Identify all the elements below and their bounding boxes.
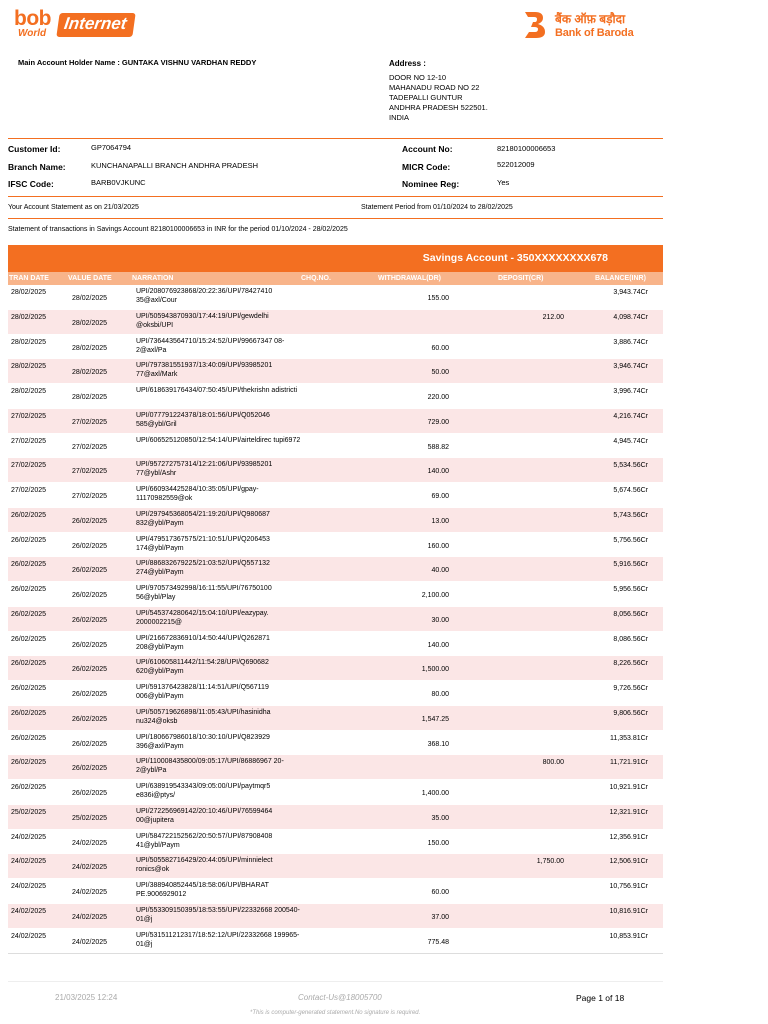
table-row: [8, 285, 663, 310]
narration-cell: UPI/584722152562/20:50:57/UPI/87908408 41@ybl/Paym: [136, 832, 273, 849]
table-row: [8, 483, 663, 508]
tran-date-cell: 26/02/2025: [11, 610, 47, 618]
bank-name-hindi: बैंक ऑफ़ बड़ौदा: [555, 12, 626, 26]
micr-value: 522012009: [497, 160, 535, 169]
address-line: INDIA: [389, 113, 410, 122]
tran-date-cell: 24/02/2025: [11, 858, 47, 866]
value-date-cell: 28/02/2025: [72, 319, 108, 327]
narration-cell: UPI/110008435800/09:05:17/UPI/86886967 20-2@ybl/Pa: [136, 758, 284, 775]
col-value-date: VALUE DATE: [68, 275, 112, 282]
narration-cell: UPI/957272757314/12:21:06/UPI/93985201 77@ybl/Ashr: [136, 461, 273, 478]
table-row: [8, 533, 663, 558]
balance-cell: 12,506.91Cr: [609, 858, 648, 866]
table-row: [8, 706, 663, 731]
balance-cell: 4,945.74Cr: [613, 437, 648, 445]
value-date-cell: 27/02/2025: [72, 493, 108, 500]
tran-date-cell: 27/02/2025: [11, 462, 47, 470]
table-row: [8, 830, 663, 855]
narration-cell: UPI/505719626898/11:05:43/UPI/hasinidha nu324@oksb: [136, 708, 271, 725]
withdrawal-cell: 220.00: [427, 394, 449, 401]
value-date-cell: 24/02/2025: [72, 938, 108, 946]
withdrawal-cell: 775.48: [427, 938, 449, 946]
tran-date-cell: 24/02/2025: [11, 932, 47, 940]
table-row: [8, 508, 663, 533]
balance-cell: 5,674.56Cr: [613, 487, 648, 494]
value-date-cell: 26/02/2025: [72, 567, 108, 575]
table-row: [8, 384, 663, 409]
withdrawal-cell: 80.00: [431, 691, 449, 698]
narration-cell: UPI/886832679225/21:03:52/UPI/Q557132 274@ybl/Paym: [136, 560, 270, 577]
value-date-cell: 24/02/2025: [72, 889, 108, 896]
footer-date: 21/03/2025 12:24: [55, 993, 118, 1002]
value-date-cell: 26/02/2025: [72, 740, 108, 748]
tran-date-cell: 28/02/2025: [11, 388, 47, 395]
tran-date-cell: 26/02/2025: [11, 536, 47, 544]
balance-cell: 3,946.74Cr: [613, 363, 648, 371]
table-row: [8, 434, 663, 459]
balance-cell: 8,226.56Cr: [613, 660, 648, 668]
narration-cell: UPI/272256969142/20:10:46/UPI/76599464 00@jupitera: [136, 807, 273, 824]
table-row: [8, 755, 663, 780]
balance-cell: 9,726.56Cr: [613, 685, 648, 692]
balance-cell: 5,956.56Cr: [613, 586, 648, 593]
table-row: [8, 335, 663, 360]
balance-cell: 11,353.81Cr: [609, 734, 648, 742]
tran-date-cell: 28/02/2025: [11, 363, 47, 371]
value-date-cell: 26/02/2025: [72, 616, 108, 624]
narration-cell: UPI/216672836910/14:50:44/UPI/Q262871 208@ybl/Paym: [136, 634, 270, 651]
address-block: [389, 73, 488, 123]
branch-name-label: Branch Name:: [8, 162, 66, 172]
bob-world-internet-logo: [14, 8, 134, 40]
value-date-cell: 24/02/2025: [72, 864, 108, 872]
balance-cell: 4,216.74Cr: [613, 412, 648, 420]
footer-note: *This is computer-generated statement.No signature is required.: [250, 1010, 421, 1016]
withdrawal-cell: 588.82: [427, 443, 449, 451]
tran-date-cell: 26/02/2025: [11, 660, 47, 668]
value-date-cell: 24/02/2025: [72, 839, 108, 847]
balance-cell: 5,743.56Cr: [613, 511, 648, 519]
statement-description: Statement of transactions in Savings Account 82180100006653 in INR for the period 01/10/2024 - 28/02/2025: [8, 226, 348, 233]
withdrawal-cell: 60.00: [431, 344, 449, 352]
narration-cell: UPI/970573492998/16:11:55/UPI/76750100 56@ybl/Play: [136, 585, 272, 601]
divider: [8, 138, 663, 139]
balance-cell: 5,916.56Cr: [613, 561, 648, 569]
value-date-cell: 26/02/2025: [72, 765, 108, 773]
nominee-value: Yes: [497, 178, 510, 187]
nominee-label: Nominee Reg:: [402, 179, 460, 189]
tran-date-cell: 28/02/2025: [11, 313, 47, 321]
withdrawal-cell: 40.00: [431, 567, 449, 575]
withdrawal-cell: 69.00: [431, 493, 449, 500]
balance-cell: 12,356.91Cr: [609, 833, 648, 841]
balance-cell: 8,086.56Cr: [613, 635, 648, 643]
balance-cell: 12,321.91Cr: [609, 808, 648, 816]
withdrawal-cell: 155.00: [427, 295, 449, 302]
narration-cell: UPI/610605811442/11:54:28/UPI/Q690682 620@ybl/Paym: [136, 659, 269, 676]
table-row: [8, 458, 663, 483]
internet-logo-badge: Internet: [56, 13, 136, 37]
deposit-cell: 800.00: [542, 759, 564, 767]
balance-cell: 11,721.91Cr: [609, 759, 648, 767]
col-withdrawal: WITHDRAWAL(DR): [378, 275, 441, 282]
col-tran-date: TRAN DATE: [9, 275, 49, 282]
balance-cell: 3,886.74Cr: [613, 338, 648, 346]
tran-date-cell: 26/02/2025: [11, 784, 47, 791]
address-line: MAHANADU ROAD NO 22: [389, 83, 480, 92]
table-row: [8, 632, 663, 657]
table-row: [8, 854, 663, 879]
tran-date-cell: 26/02/2025: [11, 635, 47, 643]
tran-date-cell: 26/02/2025: [11, 586, 47, 593]
withdrawal-cell: 13.00: [431, 517, 449, 525]
address-label: Address :: [389, 59, 426, 68]
tran-date-cell: 24/02/2025: [11, 907, 47, 915]
balance-cell: 5,756.56Cr: [613, 536, 648, 544]
table-row: [8, 582, 663, 607]
tran-date-cell: 26/02/2025: [11, 709, 47, 717]
tran-date-cell: 26/02/2025: [11, 759, 47, 767]
withdrawal-cell: 37.00: [431, 913, 449, 921]
bank-of-baroda-mark-icon: [521, 10, 551, 40]
table-row: [8, 656, 663, 681]
bank-of-baroda-logo: [521, 8, 641, 42]
tran-date-cell: 25/02/2025: [11, 808, 47, 816]
branch-name-value: KUNCHANAPALLI BRANCH ANDHRA PRADESH: [91, 161, 258, 170]
withdrawal-cell: 35.00: [431, 814, 449, 822]
account-no-value: 82180100006653: [497, 144, 556, 153]
col-chq-no: CHQ.NO.: [301, 275, 331, 282]
address-line: DOOR NO 12-10: [389, 73, 447, 82]
value-date-cell: 26/02/2025: [72, 715, 108, 723]
value-date-cell: 27/02/2025: [72, 468, 108, 476]
address-line: TADEPALLI GUNTUR: [389, 93, 463, 102]
table-row: [8, 409, 663, 434]
col-deposit: DEPOSIT(CR): [498, 275, 544, 282]
world-logo-text: World: [18, 28, 47, 39]
micr-label: MICR Code:: [402, 162, 451, 172]
withdrawal-cell: 368.10: [427, 740, 449, 748]
withdrawal-cell: 1,400.00: [421, 790, 449, 797]
balance-cell: 5,534.56Cr: [613, 462, 648, 470]
narration-cell: UPI/077791224378/18:01:56/UPI/Q052046 585@ybl/Gril: [136, 411, 270, 428]
ifsc-label: IFSC Code:: [8, 179, 54, 189]
value-date-cell: 26/02/2025: [72, 790, 108, 797]
withdrawal-cell: 30.00: [431, 616, 449, 624]
withdrawal-cell: 140.00: [427, 468, 449, 476]
value-date-cell: 26/02/2025: [72, 592, 108, 599]
narration-cell: UPI/505582716429/20:44:05/UPI/minnielect ronics@ok: [136, 857, 273, 874]
value-date-cell: 25/02/2025: [72, 814, 108, 822]
transactions-table: [8, 285, 663, 954]
withdrawal-cell: 140.00: [427, 641, 449, 649]
table-header: [8, 272, 663, 285]
withdrawal-cell: 1,547.25: [421, 715, 449, 723]
table-row: [8, 607, 663, 632]
statement-period: Statement Period from 01/10/2024 to 28/02/2025: [361, 204, 513, 211]
table-row: [8, 780, 663, 805]
value-date-cell: 27/02/2025: [72, 443, 108, 451]
narration-cell: UPI/736443564710/15:24:52/UPI/99667347 08-2@axl/Pa: [136, 337, 285, 354]
savings-account-header: [8, 245, 663, 272]
deposit-cell: 212.00: [542, 313, 564, 321]
narration-cell: UPI/618639176434/07:50:45/UPI/thekrishn adistricti: [136, 387, 298, 394]
narration-cell: UPI/606525120850/12:54:14/UPI/airteldirec tupi6972: [136, 436, 301, 444]
table-row: [8, 681, 663, 706]
customer-id-value: GP7064794: [91, 143, 132, 152]
col-narration: NARRATION: [132, 275, 174, 282]
tran-date-cell: 27/02/2025: [11, 412, 47, 420]
balance-cell: 10,756.91Cr: [609, 883, 648, 890]
bank-name-english: Bank of Baroda: [555, 27, 634, 39]
account-no-label: Account No:: [402, 144, 453, 154]
value-date-cell: 26/02/2025: [72, 666, 108, 674]
tran-date-cell: 26/02/2025: [11, 561, 47, 569]
balance-cell: 4,098.74Cr: [613, 313, 648, 321]
table-row: [8, 805, 663, 830]
value-date-cell: 28/02/2025: [72, 394, 108, 401]
balance-cell: 3,996.74Cr: [613, 388, 648, 395]
tran-date-cell: 28/02/2025: [11, 289, 47, 296]
tran-date-cell: 26/02/2025: [11, 685, 47, 692]
narration-cell: UPI/638919543343/09:05:00/UPI/paytmqr5 e836i@ptys/: [136, 783, 271, 799]
narration-cell: UPI/505943870930/17:44:19/UPI/gewdelhi @oksbi/UPI: [136, 312, 269, 329]
narration-cell: UPI/180667986018/10:30:10/UPI/Q823929 396@axl/Paym: [136, 733, 270, 750]
narration-cell: UPI/591376423828/11:14:51/UPI/Q567119 006@ybl/Paym: [136, 684, 269, 700]
account-holder-name: Main Account Holder Name : GUNTAKA VISHNU VARDHAN REDDY: [18, 58, 257, 67]
deposit-cell: 1,750.00: [536, 858, 564, 866]
value-date-cell: 28/02/2025: [72, 344, 108, 352]
value-date-cell: 24/02/2025: [72, 913, 108, 921]
divider: [8, 196, 663, 197]
table-row: [8, 557, 663, 582]
withdrawal-cell: 1,500.00: [421, 666, 449, 674]
withdrawal-cell: 60.00: [431, 889, 449, 896]
address-line: ANDHRA PRADESH 522501.: [389, 103, 488, 112]
withdrawal-cell: 50.00: [431, 369, 449, 377]
balance-cell: 3,943.74Cr: [613, 289, 648, 296]
balance-cell: 10,816.91Cr: [609, 907, 648, 915]
tran-date-cell: 28/02/2025: [11, 338, 47, 346]
narration-cell: UPI/479517367575/21:10:51/UPI/Q206453 174@ybl/Paym: [136, 535, 270, 552]
withdrawal-cell: 150.00: [427, 839, 449, 847]
narration-cell: UPI/545374280642/15:04:10/UPI/eazypay. 2000002215@: [136, 609, 269, 626]
table-row: [8, 310, 663, 335]
withdrawal-cell: 160.00: [427, 542, 449, 550]
narration-cell: UPI/660934425284/10:35:05/UPI/gpay- 11170982559@ok: [136, 486, 259, 502]
tran-date-cell: 26/02/2025: [11, 511, 47, 519]
savings-account-title: Savings Account - 350XXXXXXXX678: [422, 252, 608, 264]
balance-cell: 9,806.56Cr: [613, 709, 648, 717]
narration-cell: UPI/208076923868/20:22:36/UPI/78427410 35@axl/Cour: [136, 288, 273, 304]
value-date-cell: 26/02/2025: [72, 641, 108, 649]
balance-cell: 10,921.91Cr: [609, 784, 648, 791]
tran-date-cell: 24/02/2025: [11, 833, 47, 841]
customer-id-label: Customer Id:: [8, 144, 61, 154]
footer-divider: [8, 981, 663, 982]
value-date-cell: 28/02/2025: [72, 369, 108, 377]
narration-cell: UPI/297945368054/21:19:20/UPI/Q980687 832@ybl/Paym: [136, 510, 270, 527]
narration-cell: UPI/388940852445/18:58:06/UPI/BHARAT PE.9006929012: [136, 882, 269, 898]
footer-contact: Contact-Us@18005700: [298, 993, 382, 1002]
balance-cell: 8,056.56Cr: [613, 610, 648, 618]
table-row: [8, 929, 663, 954]
tran-date-cell: 24/02/2025: [11, 883, 47, 890]
ifsc-value: BARB0VJKUNC: [91, 178, 146, 187]
withdrawal-cell: 729.00: [427, 418, 449, 426]
divider: [8, 218, 663, 219]
balance-cell: 10,853.91Cr: [609, 932, 648, 940]
bob-logo-text: bob: [14, 7, 51, 30]
value-date-cell: 28/02/2025: [72, 295, 108, 302]
table-row: [8, 731, 663, 756]
value-date-cell: 26/02/2025: [72, 542, 108, 550]
narration-cell: UPI/553309150395/18:53:55/UPI/22332668 200540-01@j: [136, 906, 300, 923]
page-number: Page 1 of 18: [576, 993, 625, 1003]
tran-date-cell: 27/02/2025: [11, 437, 47, 445]
tran-date-cell: 27/02/2025: [11, 487, 47, 494]
value-date-cell: 26/02/2025: [72, 517, 108, 525]
col-balance: BALANCE(INR): [595, 275, 646, 282]
tran-date-cell: 26/02/2025: [11, 734, 47, 742]
statement-as-on: Your Account Statement as on 21/03/2025: [8, 204, 139, 211]
narration-cell: UPI/531511212317/18:52:12/UPI/22332668 199965-01@j: [136, 931, 300, 948]
table-row: [8, 879, 663, 904]
narration-cell: UPI/797381551937/13:40:09/UPI/93985201 77@axl/Mark: [136, 362, 273, 379]
table-row: [8, 904, 663, 929]
table-row: [8, 359, 663, 384]
withdrawal-cell: 2,100.00: [421, 592, 449, 599]
value-date-cell: 26/02/2025: [72, 691, 108, 698]
value-date-cell: 27/02/2025: [72, 418, 108, 426]
